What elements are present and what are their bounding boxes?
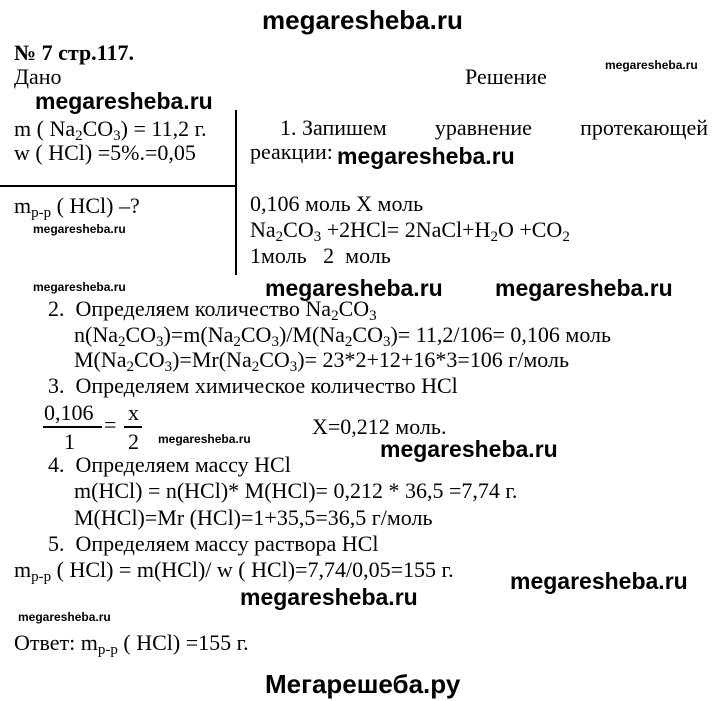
watermark-big: megaresheba.ru — [265, 275, 443, 301]
given-w: w ( HCl) =5%.=0,05 — [14, 140, 196, 165]
step1-line1: 1. Запишем уравнение протекающей — [280, 115, 708, 140]
watermark-small: megaresheba.ru — [33, 280, 126, 294]
step5-title: 5. Определяем массу раствора HCl — [48, 531, 379, 556]
watermark-small: megaresheba.ru — [158, 432, 251, 446]
watermark-big: megaresheba.ru — [240, 584, 418, 610]
watermark-small: megaresheba.ru — [33, 222, 126, 236]
watermark-bottom: Мегарешеба.ру — [265, 669, 461, 699]
step1-line2: реакции: — [250, 139, 333, 164]
step1-under: 1моль 2 моль — [250, 243, 391, 268]
step2-line2: $M(Na_2CO_3)=Mr(Na_2CO_3)= 23*2+12+16*3=106$ г/моль — [74, 347, 570, 375]
solution-label: Решение — [465, 64, 547, 89]
step2-line1: $n(Na_2CO_3)=m(Na_2CO_3)/M(Na_2CO_3)= 11,2/106= 0,106$ моль — [74, 322, 612, 350]
fraction1-bar — [43, 426, 102, 428]
reaction-equation: $Na_2CO_3 +2HCl=$ $2NaCl+H_2O +CO_2$ — [250, 217, 570, 245]
watermark-top: megaresheba.ru — [262, 5, 463, 35]
equals-sign: = — [104, 412, 117, 437]
step5-formula: $m_{р-р}$ ( HCl) = m(HCl)/ w ( HCl)=7,74/0,05=155 г. — [14, 557, 454, 585]
find-line: $m_{р-р}$ ( HCl) –? — [14, 193, 140, 221]
given-divider-vertical — [235, 110, 237, 275]
watermark-big: megaresheba.ru — [510, 568, 688, 594]
given-label: Дано — [14, 64, 62, 89]
fraction2-denominator: 2 — [128, 429, 139, 454]
fraction2-numerator: x — [128, 400, 139, 425]
step4-line2: M(HCl)=Mr (HCl)=1+35,5=36,5 г/моль — [74, 505, 433, 530]
given-mass: m ( $Na_2CO_3) = 11,2$ г. — [14, 116, 207, 144]
watermark-small: megaresheba.ru — [18, 610, 111, 624]
problem-number: № 7 стр.117. — [14, 40, 134, 65]
watermark-big: megaresheba.ru — [35, 88, 213, 114]
step3-result: X=0,212 моль. — [312, 414, 447, 439]
step3-title: 3. Определяем химическое количество HCl — [48, 373, 458, 398]
fraction2-bar — [124, 426, 142, 428]
given-divider-horizontal — [0, 185, 236, 187]
answer-line: Ответ: $m_{р-р}$ ( HCl) =155 г. — [14, 630, 249, 658]
step4-title: 4. Определяем массу HCl — [48, 452, 291, 477]
watermark-big: megaresheba.ru — [337, 143, 515, 169]
watermark-big: megaresheba.ru — [495, 275, 673, 301]
step2-title: 2. Определяем количество $Na_2CO_3$ — [48, 296, 377, 324]
step1-moles: 0,106 моль X моль — [250, 191, 424, 216]
step4-line1: m(HCl) = n(HCl)* M(HCl)= 0,212 * 36,5 =7,74 г. — [74, 478, 518, 503]
watermark-small: megaresheba.ru — [605, 58, 698, 72]
fraction1-denominator: 1 — [64, 429, 75, 454]
watermark-big: megaresheba.ru — [380, 436, 558, 462]
fraction1-numerator: 0,106 — [44, 400, 94, 425]
